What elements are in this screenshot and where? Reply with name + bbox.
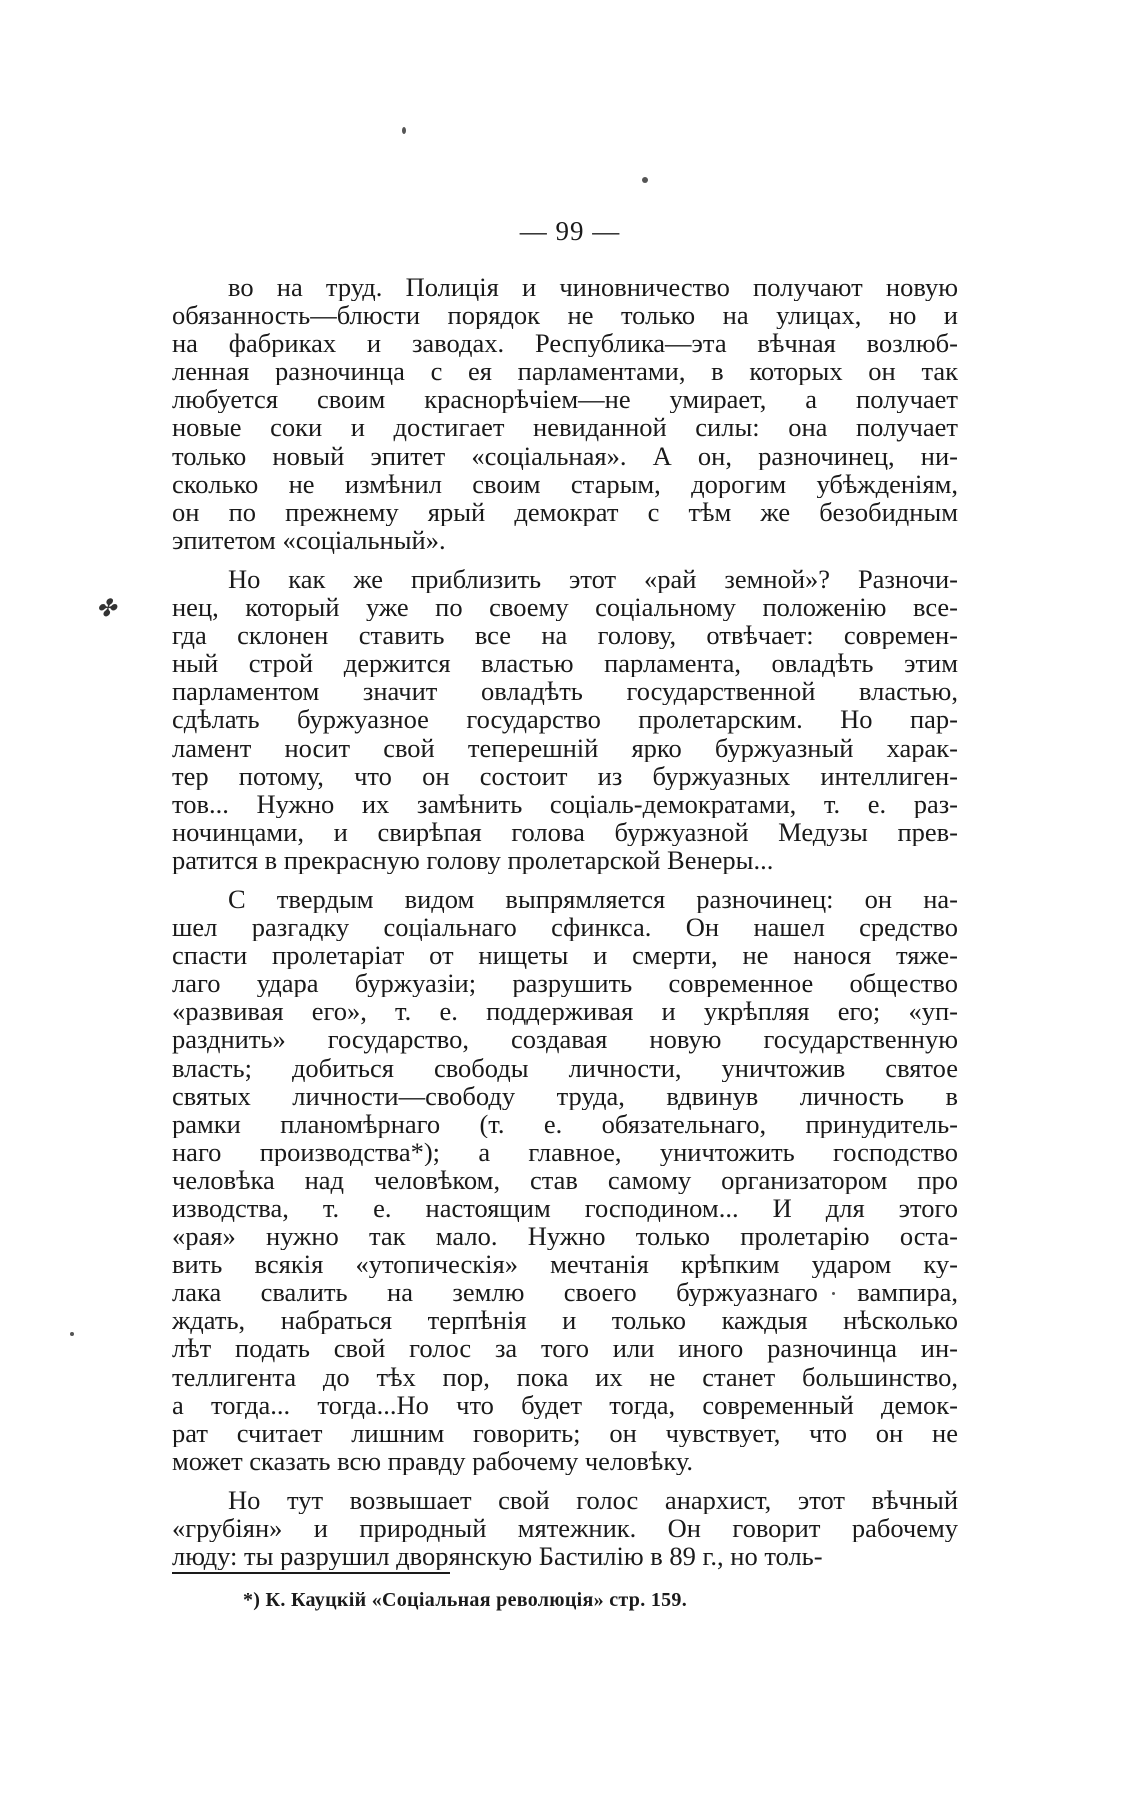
text-line: сколько не измѣнил своим старым, дорогим убѣжденіям, [172,469,958,498]
footnote-divider [172,1572,450,1574]
text-line: «рая» нужно так мало. Нужно только пролетарію оста- [172,1222,958,1251]
text-line: Но тут возвышает свой голос анархист, этот вѣчный [228,1485,958,1515]
paragraph [172,273,958,554]
body-text [172,273,958,1581]
text-line: Но как же приблизить этот «рай земной»? Разночи- [228,564,958,594]
text-line: во на труд. Полиція и чиновничество получают новую [228,273,958,302]
text-line: С твердым видом выпрямляется разночинец: он на- [228,884,958,914]
text-line: «грубіян» и природный мятежник. Он говорит рабочему [172,1514,958,1543]
footnote: *) К. Кауцкій «Соціальная революція» стр. 159. [243,1589,688,1611]
text-line: гда склонен ставить все на голову, отвѣчает: современ- [172,621,958,650]
text-line: ратится в прекрасную голову пролетарской Венеры... [172,845,774,874]
text-line: теллигента до тѣх пор, пока их не станет большинство, [172,1362,958,1391]
text-line: рат считает лишним говорить; он чувствует, что он не [172,1418,958,1447]
text-line: новые соки и достигает невиданной силы: она получает [172,413,958,442]
text-line: разднить» государство, создавая новую государственную [172,1025,958,1054]
text-line: а тогда... тогда...Но что будет тогда, современный демок- [172,1390,958,1419]
ink-speck [402,127,406,134]
text-line: он по прежнему ярый демократ с тѣм же безобидным [172,497,958,526]
ink-speck [642,177,648,183]
paragraph [172,885,958,1475]
text-line: рамки планомѣрнаго (т. е. обязательнаго, принудитель- [172,1109,958,1138]
text-line: человѣка над человѣком, став самому организатором про [172,1165,958,1194]
text-line: нец, который уже по своему соціальному положенію все- [172,593,958,622]
text-line: власть; добиться свободы личности, уничтожив святое [172,1053,958,1082]
text-line: вить всякія «утопическія» мечтанія крѣпким ударом ку- [172,1250,958,1279]
text-line: тов... Нужно их замѣнить соціаль-демократами, т. е. раз- [172,789,958,818]
text-line: наго производства*); а главное, уничтожить господство [172,1137,958,1166]
text-line: спасти пролетаріат от нищеты и смерти, не нанося тяже- [172,941,958,970]
margin-mark: ✤ [96,596,117,622]
text-line: эпитетом «соціальный». [172,525,446,554]
paragraph [172,1486,958,1570]
text-line: ламент носит свой теперешній ярко буржуазный харак- [172,733,958,762]
paragraph [172,565,958,874]
text-line: может сказать всю правду рабочему человѣку. [172,1446,694,1475]
text-line: «развивая его», т. е. поддерживая и укрѣпляя его; «уп- [172,997,958,1026]
text-line: люду: ты разрушил дворянскую Бастилію в 89 г., но толь- [172,1542,823,1571]
text-line: обязанность—блюсти порядок не только на улицах, но и [172,301,958,330]
text-line: на фабриках и заводах. Республика—эта вѣчная возлюб- [172,329,958,358]
text-line: святых личности—свободу труда, вдвинув личность в [172,1081,958,1110]
text-line: лака свалить на землю своего буржуазнаго вампира, [172,1278,958,1307]
text-line: лаго удара буржуазіи; разрушить современное общество [172,969,958,998]
ink-speck [70,1332,74,1336]
text-line: ный строй держится властью парламента, овладѣть этим [172,649,958,678]
text-line: шел разгадку соціальнаго сфинкса. Он нашел средство [172,913,958,942]
text-line: любуется своим краснорѣчіем—не умирает, а получает [172,385,958,414]
text-line: сдѣлать буржуазное государство пролетарским. Но пар- [172,705,958,734]
text-line: тер потому, что он состоит из буржуазных интеллиген- [172,761,958,790]
page-number: — 99 — [519,216,621,246]
text-line: ленная разночинца с ея парламентами, в которых он так [172,357,958,386]
text-line: ждать, набраться терпѣнія и только каждыя нѣсколько [172,1306,958,1335]
text-line: парламентом значит овладѣть государственной властью, [172,677,958,706]
text-line: только новый эпитет «соціальная». А он, разночинец, ни- [172,441,958,470]
text-line: ночинцами, и свирѣпая голова буржуазной Медузы прев- [172,817,958,846]
text-line: изводства, т. е. настоящим господином... И для этого [172,1194,958,1223]
text-line: лѣт подать свой голос за того или иного разночинца ин- [172,1334,958,1363]
